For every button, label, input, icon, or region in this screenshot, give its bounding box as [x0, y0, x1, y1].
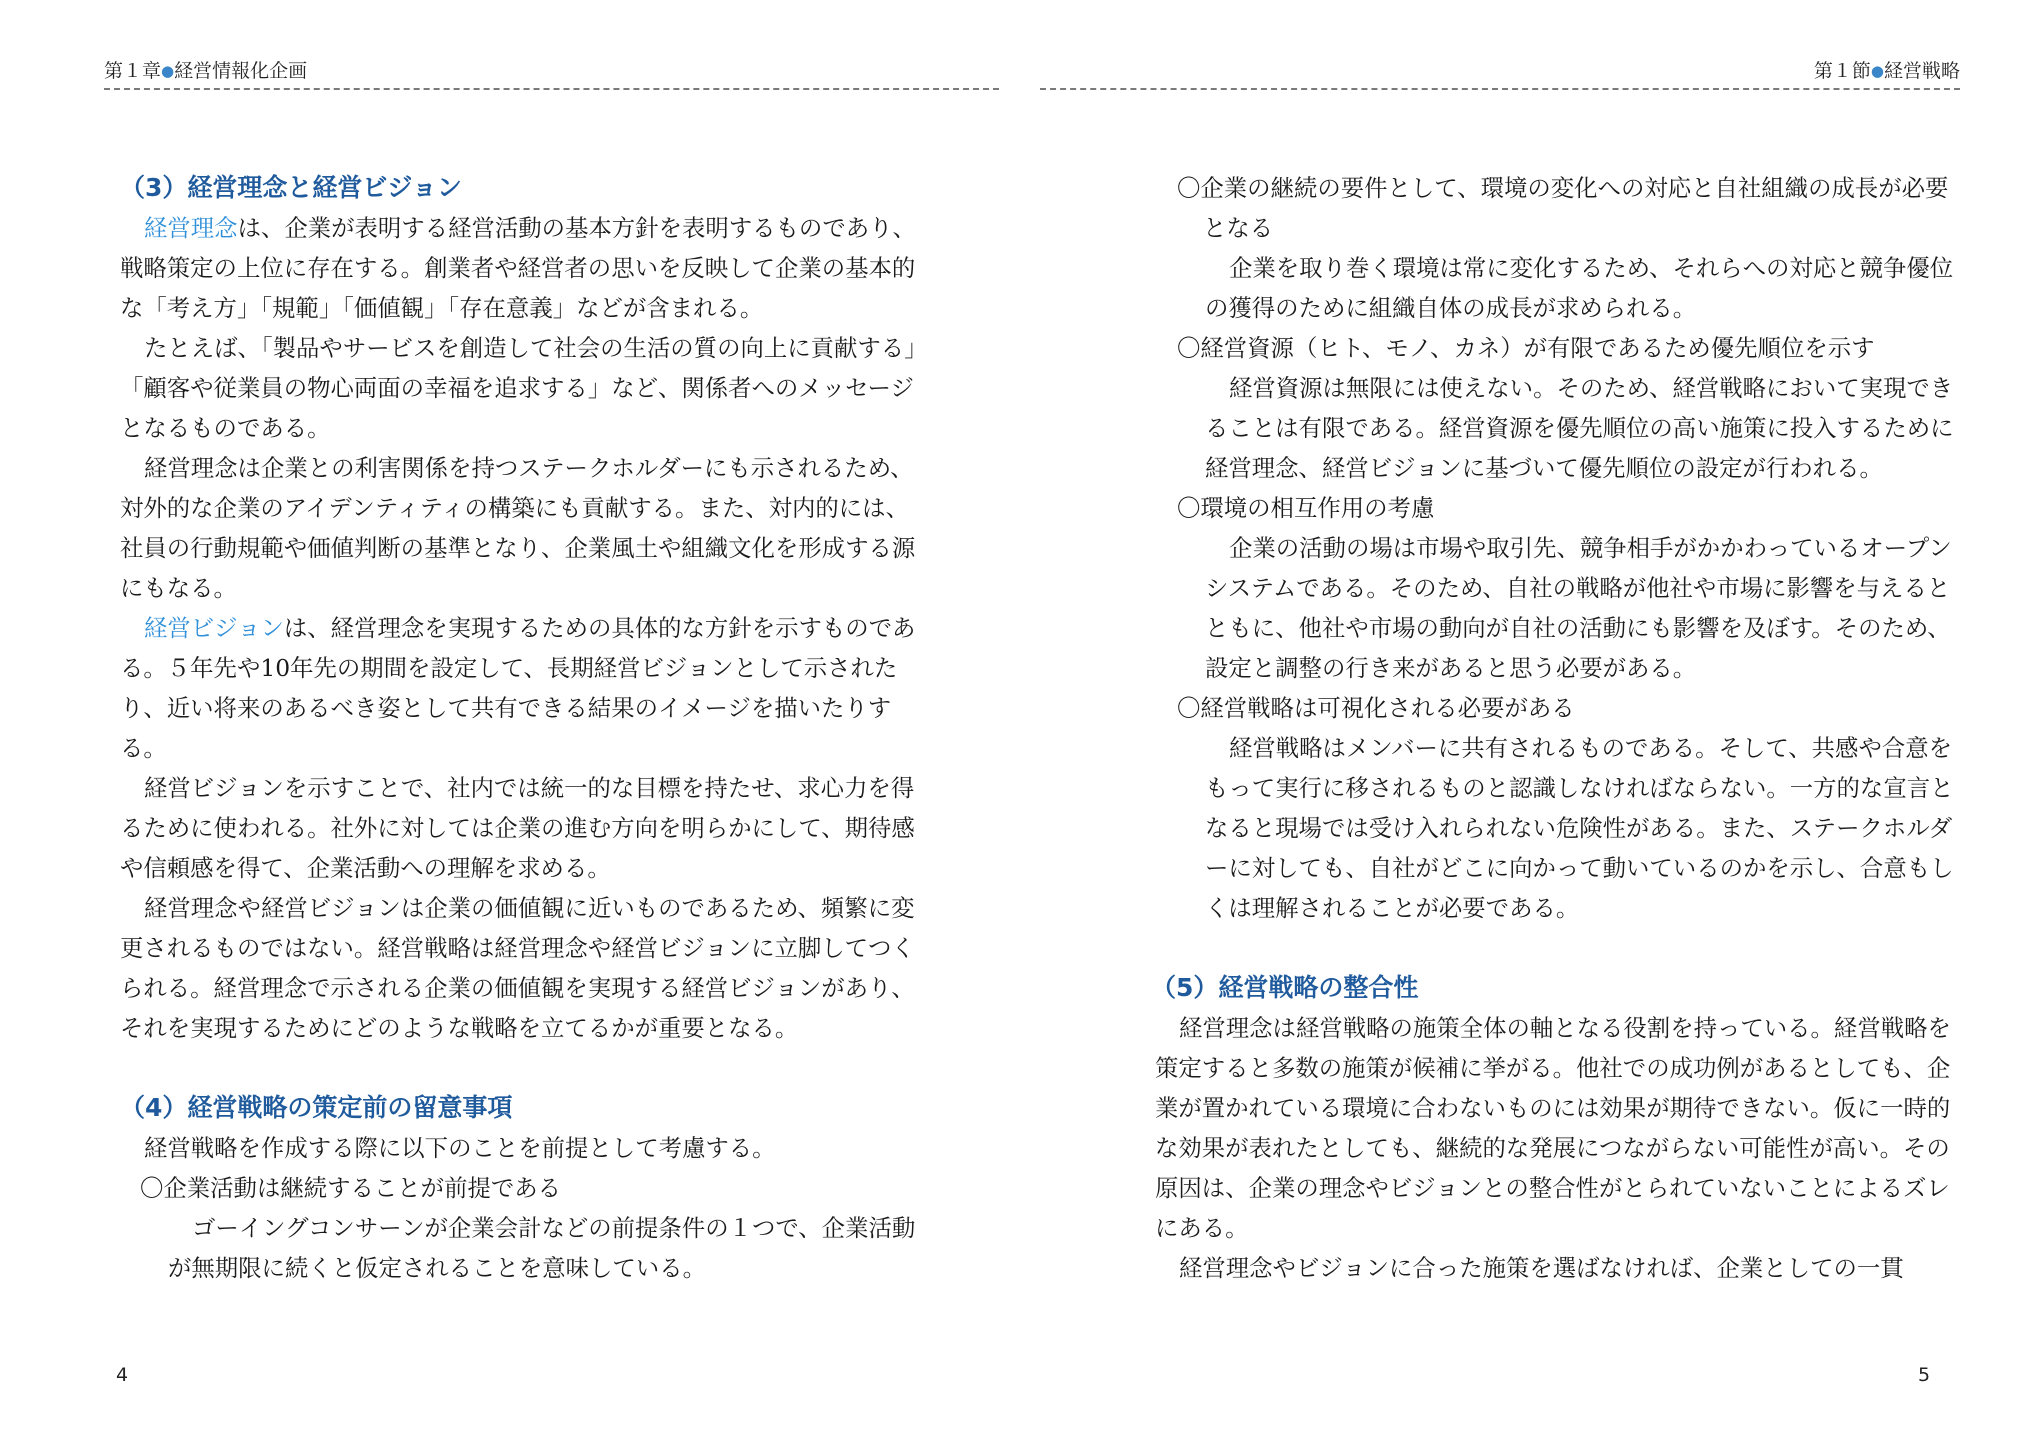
spacer [120, 1048, 920, 1088]
running-header-left [104, 56, 307, 86]
paragraph: 経営理念やビジョンに合った施策を選ばなければ、企業としての一貫 [1179, 1254, 1904, 1282]
paragraph: 経営理念は企業との利害関係を持つステークホルダーにも示されるため、対外的な企業のアイデンティティの構築にも貢献する。また、対内的には、社員の行動規範や価値判断の基準となり、企業風土や組織文化を形成する源にもなる。 [120, 454, 916, 602]
bullet-item: 〇経営戦略は可視化される必要がある [1177, 694, 1575, 722]
spacer [1155, 928, 1965, 968]
chapter-title: 経営情報化企画 [174, 60, 308, 82]
chapter-label: 第１章 [104, 60, 162, 82]
bullet-text: 企業の活動の場は市場や取引先、競争相手がかかわっているオープンシステムである。そのため、自社の戦略が他社や市場に影響を与えるとともに、他社や市場の動向が自社の活動にも影響を及ぼす。そのため、設定と調整の行き来があると思う必要がある。 [1205, 534, 1952, 682]
bullet-item: 〇企業の継続の要件として、環境の変化への対応と自社組織の成長が必要となる [1177, 174, 1949, 242]
section-title: 経営戦略 [1883, 60, 1960, 82]
bullet-dot-icon: ● [161, 62, 175, 80]
bullet-text: 経営戦略はメンバーに共有されるものである。そして、共感や合意をもって実行に移されるものと認識しなければならない。一方的な宣言となると現場では受け入れられない危険性がある。また、ステークホルダーに対しても、自社がどこに向かって動いているのかを示し、合意もしくは理解されることが必要である。 [1205, 734, 1954, 922]
bullet-text: ゴーイングコンサーンが企業会計などの前提条件の１つで、企業活動が無期限に続くと仮定されることを意味している。 [168, 1214, 916, 1282]
header-divider-left [104, 88, 999, 90]
bullet-item: 〇経営資源（ヒト、モノ、カネ）が有限であるため優先順位を示す [1177, 334, 1875, 362]
keyword: 経営理念 [144, 214, 238, 242]
section-3-heading: （3）経営理念と経営ビジョン [120, 173, 462, 202]
left-page [120, 168, 920, 1288]
right-page [1151, 168, 1965, 1288]
section-4-heading: （4）経営戦略の策定前の留意事項 [120, 1093, 513, 1122]
paragraph: 経営理念は経営戦略の施策全体の軸となる役割を持っている。経営戦略を策定すると多数の施策が候補に挙がる。他社での成功例があるとしても、企業が置かれている環境に合わないものには効果が期待できない。仮に一時的な効果が表れたとしても、継続的な発展につながらない可能性が高い。その原因は、企業の理念やビジョンとの整合性がとられていないことによるズレにある。 [1155, 1014, 1951, 1242]
page-number-left: 4 [116, 1364, 129, 1386]
keyword: 経営ビジョン [144, 614, 284, 642]
running-header-right [1814, 56, 1960, 86]
section-5-heading: （5）経営戦略の整合性 [1151, 973, 1419, 1002]
bullet-dot-icon: ● [1870, 62, 1884, 80]
paragraph: 経営戦略を作成する際に以下のことを前提として考慮する。 [144, 1134, 776, 1162]
bullet-text: 経営資源は無限には使えない。そのため、経営戦略において実現できることは有限である。経営資源を優先順位の高い施策に投入するために経営理念、経営ビジョンに基づいて優先順位の設定が行われる。 [1205, 374, 1954, 482]
paragraph: 経営ビジョンを示すことで、社内では統一的な目標を持たせ、求心力を得るために使われる。社外に対しては企業の進む方向を明らかにして、期待感や信頼感を得て、企業活動への理解を求める。 [120, 774, 915, 882]
header-divider-right [1040, 88, 1960, 90]
paragraph-text: は、経営理念を実現するための具体的な方針を示すものである。５年先や10年先の期間を設定して、長期経営ビジョンとして示されたり、近い将来のあるべき姿として共有できる結果のイメージを描いたりする。 [120, 614, 916, 762]
paragraph [120, 208, 920, 328]
paragraph: たとえば、「製品やサービスを創造して社会の生活の質の向上に貢献する」「顧客や従業員の物心両面の幸福を追求する」など、関係者へのメッセージとなるものである。 [120, 334, 916, 442]
bullet-item: 〇企業活動は継続することが前提である [140, 1174, 562, 1202]
page-number-right: 5 [1918, 1364, 1931, 1386]
bullet-text: 企業を取り巻く環境は常に変化するため、それらへの対応と競争優位の獲得のために組織自体の成長が求められる。 [1205, 254, 1954, 322]
paragraph-text: は、企業が表明する経営活動の基本方針を表明するものであり、戦略策定の上位に存在する。創業者や経営者の思いを反映して企業の基本的な「考え方」「規範」「価値観」「存在意義」などが含まれる。 [120, 214, 916, 322]
bullet-item: 〇環境の相互作用の考慮 [1177, 494, 1435, 522]
section-label: 第１節 [1813, 60, 1871, 82]
paragraph: 経営理念や経営ビジョンは企業の価値観に近いものであるため、頻繁に変更されるものではない。経営戦略は経営理念や経営ビジョンに立脚してつくられる。経営理念で示される企業の価値観を実現する経営ビジョンがあり、それを実現するためにどのような戦略を立てるかが重要となる。 [120, 894, 915, 1042]
paragraph [120, 608, 920, 768]
